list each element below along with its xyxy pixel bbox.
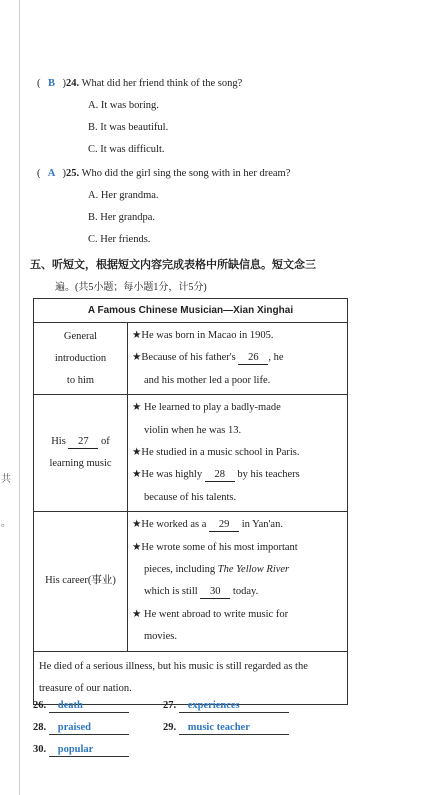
answer-line-26: 26. death: [33, 700, 129, 713]
table-row: [34, 651, 348, 704]
answer-text: experiences: [179, 700, 289, 713]
option: A. It was boring.: [88, 100, 159, 111]
answer-text: music teacher: [179, 722, 289, 735]
row-content-career: ★He worked as a 29 in Yan'an. ★He wrote some of his most important pieces, including The Yellow River which is still 30 today. ★ He went abroad to write music for movies.: [128, 512, 348, 651]
margin-mark: 共: [1, 474, 11, 485]
row-label-career: His career(事业): [34, 512, 128, 651]
table-row: [34, 395, 348, 512]
row-label-general: General introduction to him: [34, 323, 128, 395]
answer-text: popular: [49, 744, 129, 757]
option: B. Her grandpa.: [88, 212, 156, 223]
row-content-general: ★He was born in Macao in 1905. ★Because of his father's 26 , he and his mother led a poor life.: [128, 323, 348, 395]
question-text: What did her friend think of the song?: [81, 78, 243, 89]
table-title: A Famous Chinese Musician—Xian Xinghai: [34, 299, 348, 323]
section-subtitle: 遍。(共5小题；每小题1分，计5分): [55, 282, 207, 293]
answer-line-27: 27. experiences: [163, 700, 289, 713]
blank-27: 27: [68, 436, 98, 449]
question-number: 25.: [66, 168, 80, 179]
answer-line-28: 28. praised: [33, 722, 129, 735]
blank-26: 26: [238, 352, 268, 365]
question-25: ( A )25. Who did the girl sing the song with in her dream?: [37, 168, 291, 179]
question-24: ( B )24. What did her friend think of the song?: [37, 78, 243, 89]
option: A. Her grandma.: [88, 190, 159, 201]
answer-text: praised: [49, 722, 129, 735]
table-row: [34, 512, 348, 651]
blank-28: 28: [205, 469, 235, 482]
answer-line-30: 30. popular: [33, 744, 129, 757]
section-title: 五、听短文，根据短文内容完成表格中所缺信息。短文念三: [30, 259, 316, 271]
option: B. It was beautiful.: [88, 122, 169, 133]
table-note: He died of a serious illness, but his music is still regarded as the treasure of our nation.: [34, 651, 348, 704]
row-content-learning: ★ He learned to play a badly-made violin when he was 13. ★He studied in a music school in Paris. ★He was highly 28 by his teachers because of his talents.: [128, 395, 348, 512]
table-row: [34, 323, 348, 395]
question-text: Who did the girl sing the song with in her dream?: [81, 168, 291, 179]
answer-line-29: 29. music teacher: [163, 722, 289, 735]
blank-30: 30: [200, 586, 230, 599]
answer-text: death: [49, 700, 129, 713]
answer-mark: A: [47, 168, 56, 179]
row-label-learning: His 27 of learning music: [34, 395, 128, 512]
option: C. Her friends.: [88, 234, 151, 245]
margin-mark: 。: [1, 518, 11, 529]
blank-29: 29: [209, 519, 239, 532]
musician-info-table: [33, 298, 348, 705]
question-number: 24.: [66, 78, 80, 89]
option: C. It was difficult.: [88, 144, 165, 155]
answer-mark: B: [47, 78, 55, 89]
page-margin-line: [19, 0, 20, 795]
